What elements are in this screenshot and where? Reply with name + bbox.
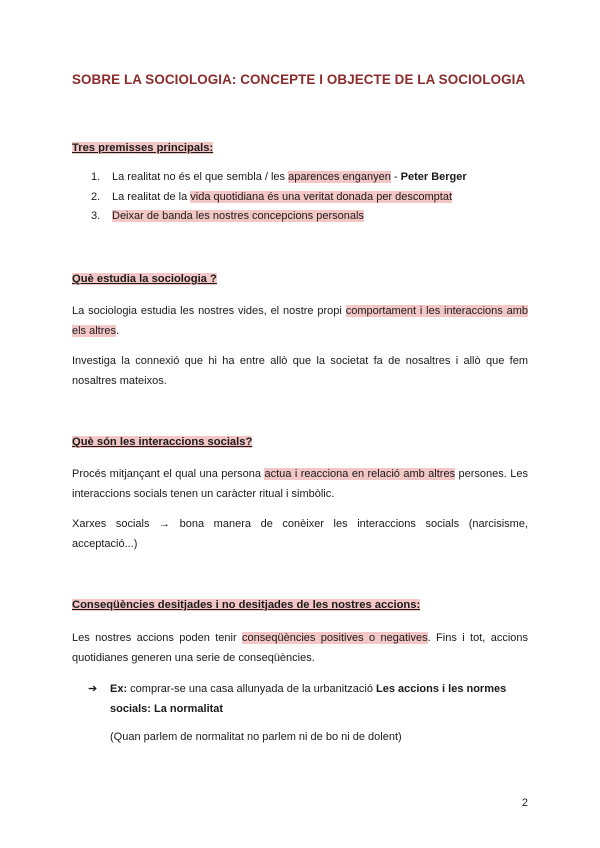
arrow-icon: ➔ (88, 683, 98, 695)
paragraph: La sociologia estudia les nostres vides, el nostre propi comportament i les interaccions amb els altres. (72, 305, 528, 337)
highlight: Deixar de banda les nostres concepcions personals (112, 210, 364, 223)
bullet-label: Ex: (110, 683, 128, 695)
section-heading-consequencies: Conseqüències desitjades i no desitjades de les nostres accions: (72, 599, 421, 611)
highlight: conseqüències positives o negatives (242, 632, 428, 644)
paragraph: Les nostres accions poden tenir conseqüències positives o negatives. Fins i tot, accions quotidianes generen una serie de conseqüències. (72, 632, 529, 664)
section-heading-estudia: Què estudia la sociologia ? (72, 273, 217, 285)
author-name: Peter Berger (400, 171, 467, 183)
bullet-bold-text: Les accions i les normes socials: La normalitat (110, 683, 507, 715)
section-heading-premisses: Tres premisses principals: (72, 142, 214, 154)
paragraph: Xarxes socials → bona manera de conèixer les interaccions socials (narcisisme, acceptació...) (72, 518, 528, 550)
list-item: 2. La realitat de la vida quotidiana és una veritat donada per descomptat (91, 190, 453, 203)
paragraph: Procés mitjançant el qual una persona actua i reacciona en relació amb altres persones. Les interaccions socials tenen un caràcter ritual i simbòlic. (72, 468, 529, 500)
page-number: 2 (521, 797, 528, 809)
highlight: comportament i les interaccions amb els altres (72, 305, 528, 337)
highlight: vida quotidiana és una veritat donada per descomptat (190, 190, 453, 203)
highlight: actua i reacciona en relació amb altres (264, 468, 456, 480)
highlight: aparences enganyen (288, 171, 391, 183)
section-heading-interaccions: Què són les interaccions socials? (72, 436, 253, 448)
premisses-list (72, 168, 467, 227)
list-item: 3. Deixar de banda les nostres concepcions personals (91, 210, 364, 223)
note-text: (Quan parlem de normalitat no parlem ni de bo ni de dolent) (110, 731, 402, 743)
list-item: 1. La realitat no és el que sembla / les aparences enganyen - Peter Berger (91, 171, 467, 183)
example-bullet: ➔ Ex: comprar-se una casa allunyada de la urbanització Les accions i les normes socials: La normalitat (90, 680, 528, 719)
page-title: SOBRE LA SOCIOLOGIA: CONCEPTE I OBJECTE DE LA SOCIOLOGIA (72, 72, 526, 87)
paragraph: Investiga la connexió que hi ha entre allò que la societat fa de nosaltres i allò que fem nosaltres mateixos. (72, 355, 528, 387)
